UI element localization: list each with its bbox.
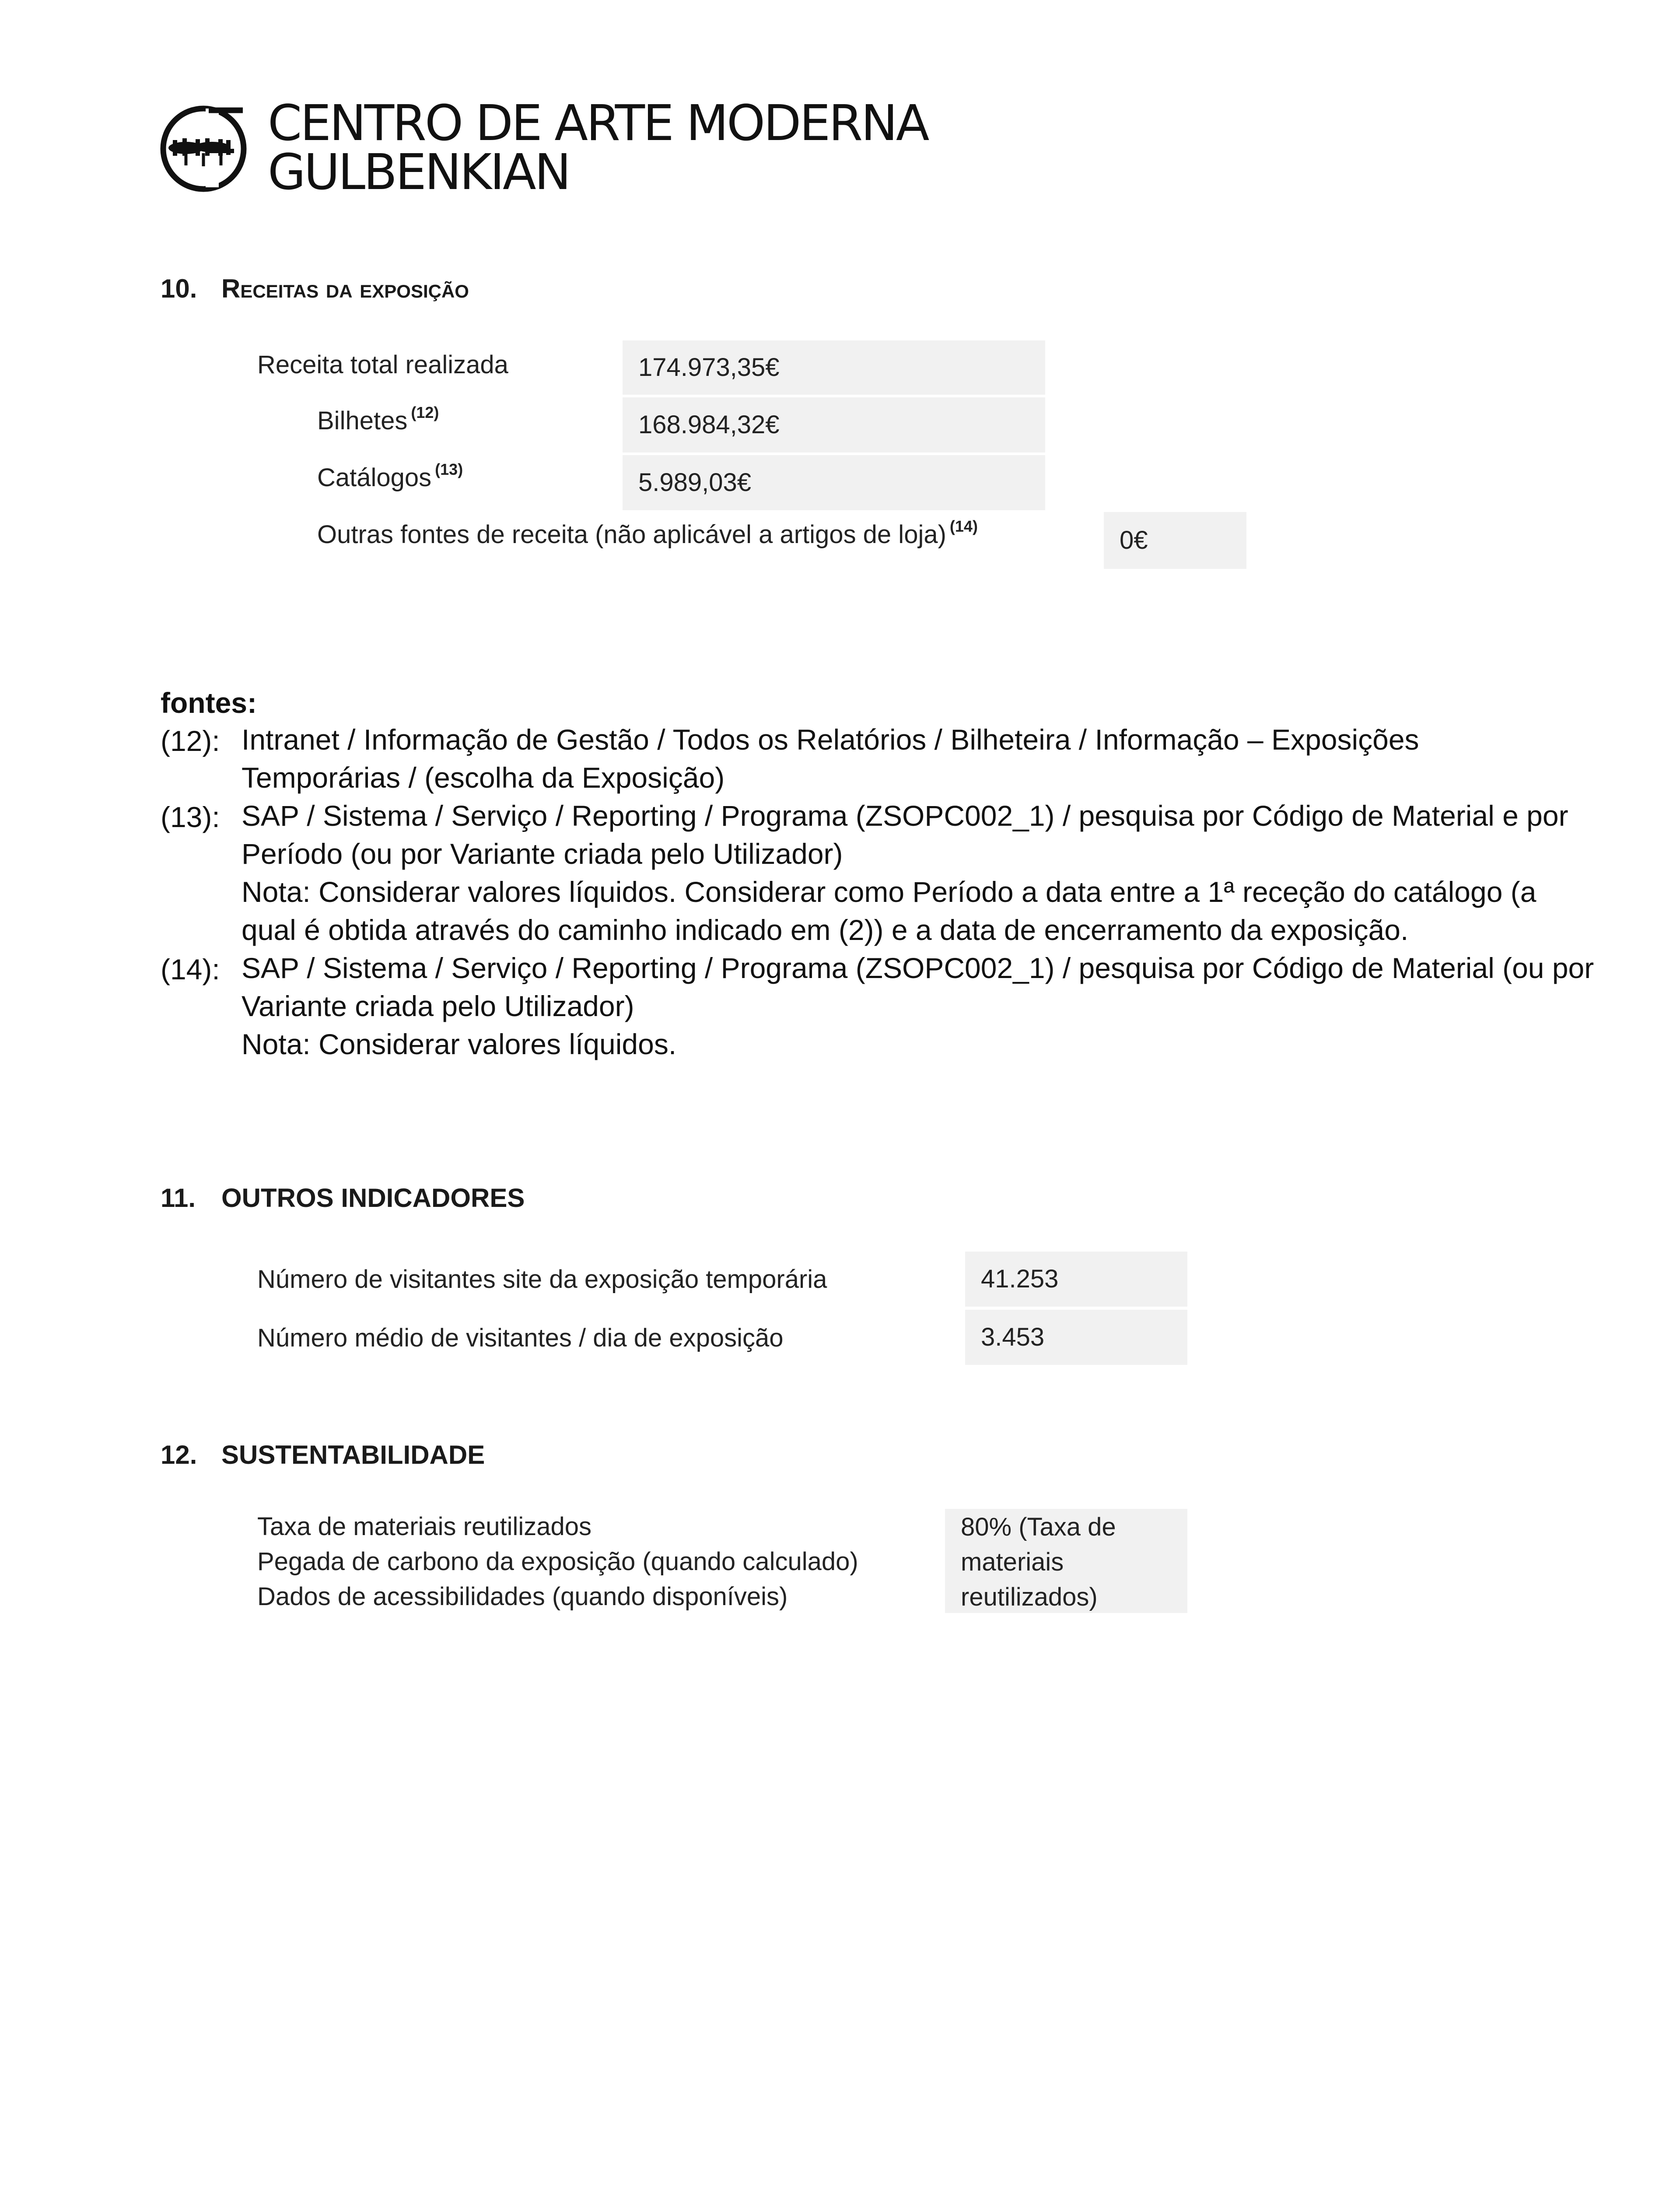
- section-10-title: Receitas da exposição: [221, 274, 469, 303]
- source-13-line-2: Período (ou por Variante criada pelo Utilizador): [242, 838, 843, 870]
- row-label-visitantes-site: Número de visitantes site da exposição temporária: [257, 1265, 827, 1294]
- row-label-bilhetes: Bilhetes $^{(12)}$: [317, 403, 439, 435]
- sources-heading: fontes:: [161, 687, 257, 719]
- row-label-receita-total: Receita total realizada: [257, 351, 508, 379]
- section-10-number: 10.: [161, 274, 197, 303]
- section-11-title: OUTROS INDICADORES: [221, 1183, 525, 1213]
- row-label-catalogos: Catálogos $^{(13)}$: [317, 460, 463, 492]
- source-key-13: (13):: [161, 801, 220, 833]
- label-acessibilidades: Dados de acessibilidades (quando disponíveis): [257, 1582, 788, 1611]
- value-visitantes-site: 41.253: [965, 1252, 1187, 1307]
- source-13-line-1: SAP / Sistema / Serviço / Reporting / Programa (ZSOPC002_1) / pesquisa por Código de Material e por: [242, 799, 1568, 832]
- value-visitantes-dia: 3.453: [965, 1310, 1187, 1365]
- value-line-3: reutilizados): [961, 1583, 1098, 1611]
- value-line-1: 80% (Taxa de: [961, 1513, 1116, 1541]
- footnote-ref-12: (12): [411, 403, 439, 421]
- logo-title-line2: GULBENKIAN: [268, 144, 570, 201]
- value-sustentabilidade: [945, 1509, 1187, 1613]
- gulbenkian-logo-icon: [160, 100, 247, 195]
- source-13-line-4: qual é obtida através do caminho indicado em (2)) e a data de encerramento da exposição.: [242, 914, 1409, 946]
- value-bilhetes: 168.984,32€: [623, 397, 1045, 452]
- source-12-line-2: Temporárias / (escolha da Exposição): [242, 761, 725, 794]
- section-12-number: 12.: [161, 1440, 197, 1469]
- logo-title-line1: CENTRO DE ARTE MODERNA: [268, 95, 928, 152]
- source-13-line-3: Nota: Considerar valores líquidos. Considerar como Período a data entre a 1ª receção do catálogo (a: [242, 876, 1536, 908]
- value-catalogos: 5.989,03€: [623, 455, 1045, 510]
- footnote-ref-13: (13): [435, 460, 463, 478]
- footnote-ref-14: (14): [949, 517, 978, 535]
- source-key-14: (14):: [161, 953, 220, 985]
- value-line-2: materiais: [961, 1548, 1064, 1576]
- section-12-title: SUSTENTABILIDADE: [221, 1440, 485, 1469]
- source-14-line-3: Nota: Considerar valores líquidos.: [242, 1028, 677, 1060]
- value-outras-fontes: 0€: [1104, 512, 1246, 569]
- source-key-12: (12):: [161, 725, 220, 757]
- value-receita-total: 174.973,35€: [623, 340, 1045, 395]
- source-12-line-1: Intranet / Informação de Gestão / Todos os Relatórios / Bilheteira / Informação – Exposições: [242, 723, 1419, 756]
- row-label-outras-fontes: Outras fontes de receita (não aplicável a artigos de loja) $^{(14)}$: [317, 517, 978, 549]
- source-14-line-2: Variante criada pelo Utilizador): [242, 990, 634, 1022]
- label-pegada-carbono: Pegada de carbono da exposição (quando calculado): [257, 1547, 858, 1576]
- label-taxa-materiais: Taxa de materiais reutilizados: [257, 1512, 592, 1541]
- row-label-visitantes-dia: Número médio de visitantes / dia de exposição: [257, 1324, 784, 1352]
- source-14-line-1: SAP / Sistema / Serviço / Reporting / Programa (ZSOPC002_1) / pesquisa por Código de Material (ou por: [242, 952, 1594, 984]
- section-11-number: 11.: [161, 1183, 196, 1213]
